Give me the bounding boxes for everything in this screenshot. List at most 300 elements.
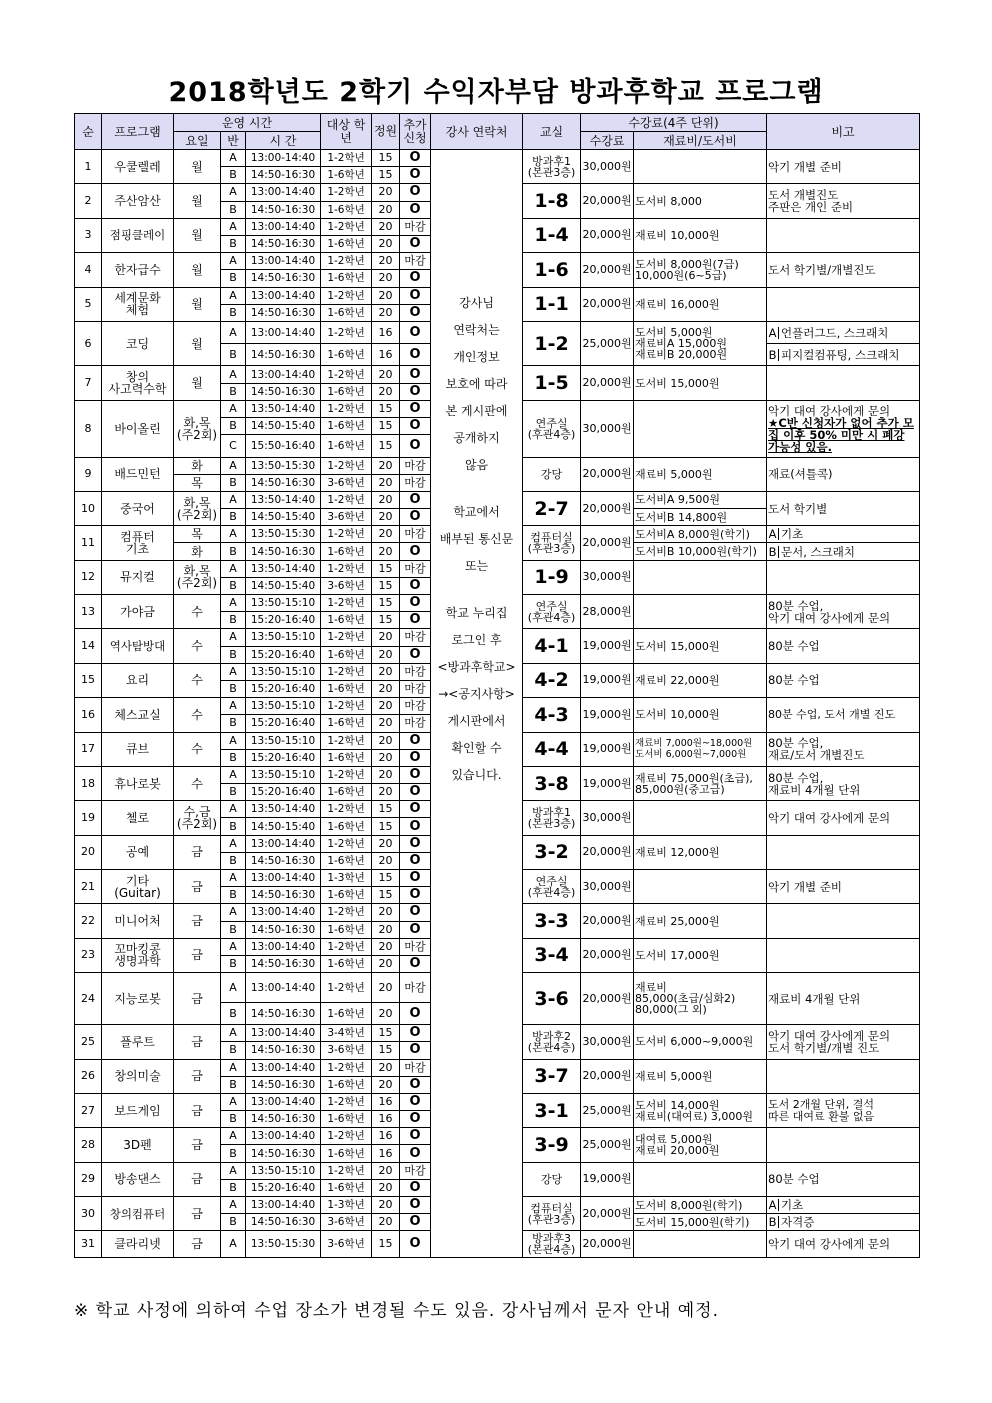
fee: 20,000원 — [581, 491, 634, 525]
class-grade: 1-2학년 — [321, 973, 372, 1003]
note-key: A — [767, 1199, 779, 1211]
room: 방과후2 (본관4층) — [523, 1025, 581, 1059]
class-code: B — [221, 680, 246, 697]
class-time: 13:50-15:30 — [246, 1231, 321, 1258]
program-name: 미니어처 — [102, 904, 174, 938]
header-fee: 수강료 — [581, 132, 634, 150]
material: 대여료 5,000원 재료비 20,000원 — [634, 1128, 767, 1162]
program-day: 월 — [174, 287, 221, 321]
class-time: 13:50-15:10 — [246, 1162, 321, 1179]
class-time: 13:50-14:40 — [246, 560, 321, 577]
class-time: 14:50-15:40 — [246, 418, 321, 435]
program-name: 보드게임 — [102, 1093, 174, 1127]
fee: 30,000원 — [581, 150, 634, 184]
fee: 30,000원 — [581, 870, 634, 904]
class-capacity: 15 — [372, 418, 400, 435]
note: 악기 대여 강사에게 문의 — [767, 1231, 920, 1258]
class-time: 13:00-14:40 — [246, 218, 321, 235]
class-capacity: 20 — [372, 921, 400, 938]
class-code: A — [221, 663, 246, 680]
program-day: 월 — [174, 253, 221, 287]
row-number: 13 — [75, 595, 102, 629]
material: 도서비 15,000원 — [634, 366, 767, 400]
class-add-status: 마감 — [400, 474, 431, 491]
room: 1-9 — [523, 560, 581, 594]
class-grade: 1-3학년 — [321, 870, 372, 887]
class-capacity: 20 — [372, 383, 400, 400]
class-time: 13:00-14:40 — [246, 287, 321, 304]
note: 80분 수업 — [767, 629, 920, 663]
class-time: 13:00-14:40 — [246, 1025, 321, 1042]
fee: 19,000원 — [581, 1162, 634, 1196]
class-capacity: 15 — [372, 801, 400, 818]
contact-line: 않음 — [464, 458, 489, 472]
note: 악기 개별 준비 — [767, 870, 920, 904]
class-time: 14:50-16:30 — [246, 955, 321, 972]
class-time: 13:50-14:40 — [246, 491, 321, 508]
class-add-status: O — [400, 150, 431, 167]
class-add-status: 마감 — [400, 218, 431, 235]
class-capacity: 20 — [372, 1197, 400, 1214]
row-number: 23 — [75, 938, 102, 972]
class-add-status: O — [400, 304, 431, 321]
class-add-status: O — [400, 1111, 431, 1128]
class-code: A — [221, 1231, 246, 1258]
class-time: 13:50-15:10 — [246, 766, 321, 783]
class-grade: 1-2학년 — [321, 1128, 372, 1145]
class-code: A — [221, 973, 246, 1003]
class-capacity: 20 — [372, 766, 400, 783]
room: 4-3 — [523, 698, 581, 732]
class-time: 14:50-16:30 — [246, 1003, 321, 1025]
class-code: B — [221, 383, 246, 400]
fee: 20,000원 — [581, 184, 634, 218]
class-grade: 1-6학년 — [321, 1076, 372, 1093]
class-add-status: 마감 — [400, 1162, 431, 1179]
program-day: 수 — [174, 732, 221, 766]
material: 도서비 10,000원 — [634, 698, 767, 732]
class-grade: 1-6학년 — [321, 270, 372, 287]
class-grade: 1-6학년 — [321, 818, 372, 835]
class-add-status: O — [400, 732, 431, 749]
row-number: 10 — [75, 491, 102, 525]
header-program: 프로그램 — [102, 114, 174, 150]
class-capacity: 20 — [372, 304, 400, 321]
class-grade: 1-2학년 — [321, 366, 372, 383]
class-time: 13:00-14:40 — [246, 904, 321, 921]
class-capacity: 15 — [372, 577, 400, 594]
program-day: 화,목 (주2회) — [174, 400, 221, 457]
class-grade: 1-2학년 — [321, 595, 372, 612]
class-capacity: 16 — [372, 1128, 400, 1145]
fee: 20,000원 — [581, 1231, 634, 1258]
class-grade: 1-6학년 — [321, 1179, 372, 1196]
class-code: A — [221, 184, 246, 201]
class-grade: 1-6학년 — [321, 418, 372, 435]
program-name: 첼로 — [102, 801, 174, 835]
fee: 20,000원 — [581, 904, 634, 938]
class-grade: 1-2학년 — [321, 150, 372, 167]
program-day: 금 — [174, 870, 221, 904]
program-name: 바이올린 — [102, 400, 174, 457]
note: 도서 2개월 단위, 결석 따른 대여료 환불 없음 — [767, 1093, 920, 1127]
program-day: 금 — [174, 835, 221, 869]
class-time: 14:50-16:30 — [246, 1076, 321, 1093]
fee: 30,000원 — [581, 400, 634, 457]
class-add-status: O — [400, 577, 431, 594]
room: 3-3 — [523, 904, 581, 938]
class-code: B — [221, 818, 246, 835]
contact-line: 게시판에서 — [447, 714, 506, 728]
row-number: 18 — [75, 766, 102, 800]
class-capacity: 15 — [372, 400, 400, 417]
class-grade: 1-6학년 — [321, 201, 372, 218]
class-capacity: 20 — [372, 1214, 400, 1231]
class-code: A — [221, 366, 246, 383]
material: 재료비 75,000원(초급), 85,000원(중고급) — [634, 766, 767, 800]
class-time: 13:50-15:10 — [246, 663, 321, 680]
material: 재료비 5,000원 — [634, 457, 767, 491]
row-number: 3 — [75, 218, 102, 252]
class-grade: 1-2학년 — [321, 457, 372, 474]
class-add-status: O — [400, 1003, 431, 1025]
row-number: 31 — [75, 1231, 102, 1258]
class-capacity: 15 — [372, 1025, 400, 1042]
program-day: 화,목 (주2회) — [174, 491, 221, 525]
header-room: 교실 — [523, 114, 581, 150]
program-name: 꼬마킹콩 생명과학 — [102, 938, 174, 972]
class-add-status: O — [400, 184, 431, 201]
class-capacity: 20 — [372, 629, 400, 646]
row-number: 22 — [75, 904, 102, 938]
class-grade: 1-2학년 — [321, 938, 372, 955]
class-time: 13:50-15:30 — [246, 457, 321, 474]
class-time: 13:00-14:40 — [246, 1093, 321, 1110]
room: 1-8 — [523, 184, 581, 218]
program-name: 역사탐방대 — [102, 629, 174, 663]
row-number: 16 — [75, 698, 102, 732]
class-code: B — [221, 418, 246, 435]
row-number: 24 — [75, 973, 102, 1025]
note: 악기 대여 강사에게 문의 도서 학기별/개별 진도 — [767, 1025, 920, 1059]
class-capacity: 20 — [372, 698, 400, 715]
class-capacity: 20 — [372, 253, 400, 270]
note: 악기 대여 강사에게 문의 — [767, 801, 920, 835]
contact-line: 개인정보 — [453, 350, 500, 364]
class-capacity: 20 — [372, 715, 400, 732]
class-add-status: O — [400, 1231, 431, 1258]
class-grade: 1-6학년 — [321, 383, 372, 400]
class-code: A — [221, 1025, 246, 1042]
fee: 20,000원 — [581, 835, 634, 869]
fee: 20,000원 — [581, 366, 634, 400]
material: 재료비 85,000(초급/심화2) 80,000(그 외) — [634, 973, 767, 1025]
class-capacity: 20 — [372, 184, 400, 201]
class-grade: 1-2학년 — [321, 904, 372, 921]
class-time: 13:50-15:30 — [246, 526, 321, 543]
class-grade: 3-6학년 — [321, 1214, 372, 1231]
note: 80분 수업, 도서 개별 진도 — [767, 698, 920, 732]
program-day: 금 — [174, 1162, 221, 1196]
room: 3-7 — [523, 1059, 581, 1093]
note — [767, 560, 920, 594]
room: 1-5 — [523, 366, 581, 400]
fee: 20,000원 — [581, 1197, 634, 1231]
contact-line: 학교 누리집 — [445, 606, 508, 620]
class-code: B — [221, 167, 246, 184]
class-add-status: O — [400, 167, 431, 184]
class-time: 14:50-16:30 — [246, 474, 321, 491]
class-code: A — [221, 732, 246, 749]
class-code: A — [221, 938, 246, 955]
class-time: 13:00-14:40 — [246, 1059, 321, 1076]
material: 재료비 12,000원 — [634, 835, 767, 869]
class-capacity: 20 — [372, 732, 400, 749]
program-name: 플루트 — [102, 1025, 174, 1059]
material — [634, 1231, 767, 1258]
fee: 20,000원 — [581, 1059, 634, 1093]
class-time: 15:20-16:40 — [246, 612, 321, 629]
fee: 19,000원 — [581, 663, 634, 697]
note — [767, 543, 920, 560]
class-grade: 3-6학년 — [321, 509, 372, 526]
class-capacity: 20 — [372, 955, 400, 972]
class-add-status: 마감 — [400, 253, 431, 270]
room: 컴퓨터실 (후관3층) — [523, 1197, 581, 1231]
note-key: B — [767, 1216, 779, 1228]
room: 1-1 — [523, 287, 581, 321]
class-capacity: 20 — [372, 680, 400, 697]
room: 강당 — [523, 1162, 581, 1196]
header-time: 시 간 — [246, 132, 321, 150]
program-name: 체스교실 — [102, 698, 174, 732]
class-code: B — [221, 784, 246, 801]
note: 악기 대여 강사에게 문의 ★C반 신청자가 없어 추가 모집 이후 50% 미만 시 폐강 가능성 있음. — [767, 400, 920, 457]
row-number: 9 — [75, 457, 102, 491]
class-capacity: 20 — [372, 509, 400, 526]
program-day: 월 — [174, 150, 221, 184]
note — [767, 1197, 920, 1214]
class-capacity: 20 — [372, 904, 400, 921]
class-code: A — [221, 1059, 246, 1076]
class-add-status: O — [400, 646, 431, 663]
material — [634, 801, 767, 835]
class-grade: 1-2학년 — [321, 218, 372, 235]
class-add-status: O — [400, 418, 431, 435]
header-contact: 강사 연락처 — [431, 114, 523, 150]
class-time: 14:50-16:30 — [246, 344, 321, 366]
class-code: B — [221, 270, 246, 287]
program-day: 화 — [174, 543, 221, 560]
program-name: 주산암산 — [102, 184, 174, 218]
program-day: 화,목 (주2회) — [174, 560, 221, 594]
class-grade: 1-2학년 — [321, 287, 372, 304]
class-code: A — [221, 629, 246, 646]
material: 도서비 8,000 — [634, 184, 767, 218]
class-capacity: 20 — [372, 543, 400, 560]
fee: 20,000원 — [581, 526, 634, 560]
class-add-status: O — [400, 1179, 431, 1196]
class-add-status: O — [400, 612, 431, 629]
note: 80분 수업, 악기 대여 강사에게 문의 — [767, 595, 920, 629]
class-grade: 1-2학년 — [321, 560, 372, 577]
material — [634, 1162, 767, 1196]
row-number: 14 — [75, 629, 102, 663]
class-grade: 1-6학년 — [321, 955, 372, 972]
class-time: 15:20-16:40 — [246, 784, 321, 801]
program-day: 금 — [174, 904, 221, 938]
class-time: 15:50-16:40 — [246, 435, 321, 457]
class-time: 13:00-14:40 — [246, 973, 321, 1003]
class-add-status: O — [400, 595, 431, 612]
fee: 19,000원 — [581, 629, 634, 663]
class-grade: 1-6학년 — [321, 784, 372, 801]
header-day: 요일 — [174, 132, 221, 150]
class-capacity: 16 — [372, 1145, 400, 1162]
note: 재료비 4개월 단위 — [767, 973, 920, 1025]
class-capacity: 15 — [372, 870, 400, 887]
class-time: 13:00-14:40 — [246, 366, 321, 383]
program-name: 중국어 — [102, 491, 174, 525]
program-day: 수 — [174, 595, 221, 629]
material: 재료비 22,000원 — [634, 663, 767, 697]
footer-note: ※ 학교 사정에 의하여 수업 장소가 변경될 수도 있음. 강사님께서 문자 안내 예정. — [74, 1301, 719, 1321]
program-day: 금 — [174, 1059, 221, 1093]
class-time: 15:20-16:40 — [246, 1179, 321, 1196]
class-capacity: 16 — [372, 321, 400, 343]
contact-line: 학교에서 — [453, 505, 500, 519]
class-capacity: 20 — [372, 457, 400, 474]
class-add-status: O — [400, 201, 431, 218]
note — [767, 344, 920, 366]
room: 방과후1 (본관3층) — [523, 801, 581, 835]
class-add-status: O — [400, 852, 431, 869]
note — [767, 218, 920, 252]
class-capacity: 20 — [372, 491, 400, 508]
row-number: 26 — [75, 1059, 102, 1093]
class-grade: 1-2학년 — [321, 491, 372, 508]
class-code: B — [221, 1042, 246, 1059]
program-day: 금 — [174, 1197, 221, 1231]
class-code: A — [221, 560, 246, 577]
header-op-time: 운영 시간 — [174, 114, 321, 132]
class-time: 13:50-15:10 — [246, 629, 321, 646]
class-code: B — [221, 852, 246, 869]
class-add-status: O — [400, 749, 431, 766]
header-material: 재료비/도서비 — [634, 132, 767, 150]
row-number: 7 — [75, 366, 102, 400]
class-capacity: 20 — [372, 366, 400, 383]
note: 80분 수업 — [767, 663, 920, 697]
program-name: 배드민턴 — [102, 457, 174, 491]
class-code: B — [221, 509, 246, 526]
fee: 20,000원 — [581, 973, 634, 1025]
contact-line: →<공지사항> — [438, 687, 515, 701]
fee: 30,000원 — [581, 801, 634, 835]
row-number: 20 — [75, 835, 102, 869]
class-grade: 1-6학년 — [321, 612, 372, 629]
class-grade: 1-2학년 — [321, 253, 372, 270]
material — [634, 870, 767, 904]
program-name: 창의 사고력수학 — [102, 366, 174, 400]
class-time: 13:00-14:40 — [246, 938, 321, 955]
program-day: 목 — [174, 526, 221, 543]
note: 80분 수업, 재료비 4개월 단위 — [767, 766, 920, 800]
note-value: 문서, 스크래치 — [781, 544, 855, 559]
row-number: 17 — [75, 732, 102, 766]
row-number: 1 — [75, 150, 102, 184]
fee: 19,000원 — [581, 698, 634, 732]
material: 재료비 7,000원~18,000원 도서비 6,000원~7,000원 — [634, 732, 767, 766]
class-capacity: 20 — [372, 1179, 400, 1196]
class-grade: 3-6학년 — [321, 474, 372, 491]
note — [767, 526, 920, 543]
note-key: A — [767, 327, 779, 339]
class-capacity: 15 — [372, 612, 400, 629]
room: 연주실 (후관4층) — [523, 595, 581, 629]
class-grade: 1-6학년 — [321, 1111, 372, 1128]
room: 강당 — [523, 457, 581, 491]
class-time: 14:50-15:40 — [246, 577, 321, 594]
contact-line: 배부된 통신문 — [439, 532, 514, 546]
program-day: 수 — [174, 698, 221, 732]
class-grade: 1-2학년 — [321, 1059, 372, 1076]
class-time: 14:50-16:30 — [246, 921, 321, 938]
class-capacity: 20 — [372, 218, 400, 235]
note-key: A — [767, 528, 779, 540]
program-name: 창의컴퓨터 — [102, 1197, 174, 1231]
class-add-status: O — [400, 887, 431, 904]
room: 3-9 — [523, 1128, 581, 1162]
contact-line: 연락처는 — [453, 323, 500, 337]
contact-line: 또는 — [464, 559, 489, 573]
class-add-status: O — [400, 1093, 431, 1110]
class-add-status: O — [400, 366, 431, 383]
class-grade: 1-6학년 — [321, 1003, 372, 1025]
class-add-status: 마감 — [400, 973, 431, 1003]
row-number: 30 — [75, 1197, 102, 1231]
note — [767, 287, 920, 321]
material — [634, 400, 767, 457]
room: 4-1 — [523, 629, 581, 663]
page-title: 2018학년도 2학기 수익자부담 방과후학교 프로그램 — [168, 77, 824, 108]
class-grade: 1-6학년 — [321, 646, 372, 663]
header-note: 비고 — [767, 114, 920, 150]
program-name: 요리 — [102, 663, 174, 697]
class-capacity: 20 — [372, 749, 400, 766]
class-capacity: 20 — [372, 1003, 400, 1025]
program-name: 큐브 — [102, 732, 174, 766]
class-time: 14:50-16:30 — [246, 383, 321, 400]
material: 도서비 6,000~9,000원 — [634, 1025, 767, 1059]
class-grade: 3-6학년 — [321, 577, 372, 594]
program-day: 월 — [174, 321, 221, 366]
class-grade: 1-6학년 — [321, 543, 372, 560]
class-code: A — [221, 321, 246, 343]
room: 방과후1 (본관3층) — [523, 150, 581, 184]
class-code: B — [221, 612, 246, 629]
class-code: B — [221, 715, 246, 732]
row-number: 2 — [75, 184, 102, 218]
row-number: 8 — [75, 400, 102, 457]
program-day: 수,금 (주2회) — [174, 801, 221, 835]
table-row — [75, 150, 920, 167]
class-time: 13:50-15:10 — [246, 595, 321, 612]
class-capacity: 15 — [372, 435, 400, 457]
class-time: 13:00-14:40 — [246, 321, 321, 343]
note-value: 피지컬컴퓨팅, 스크래치 — [781, 347, 900, 362]
class-add-status: 마감 — [400, 629, 431, 646]
